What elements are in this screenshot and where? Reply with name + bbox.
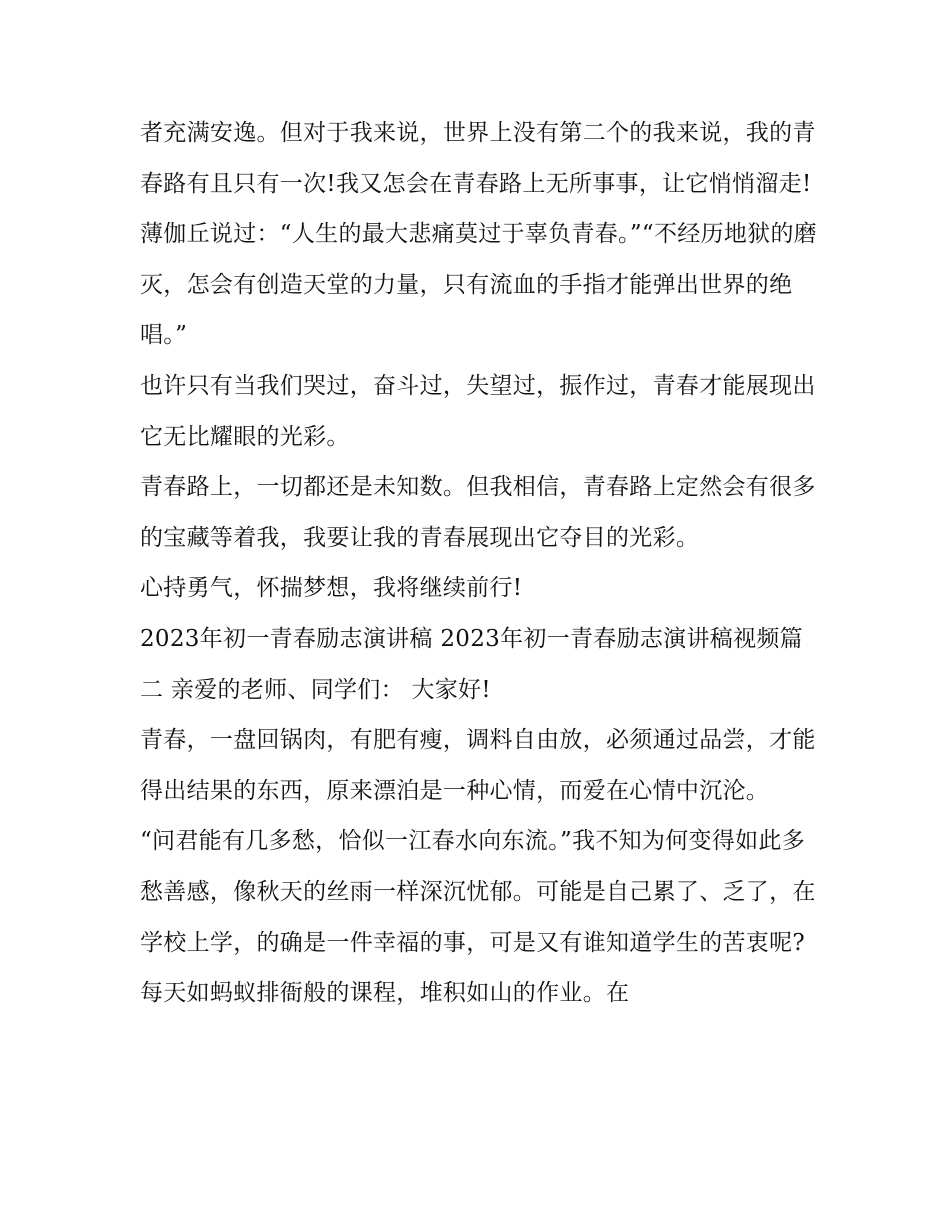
- paragraph: 薄伽丘说过：“人生的最大悲痛莫过于辜负青春。”“不经历地狱的磨灭，怎会有创造天堂的力量，只有流血的手指才能弹出世界的绝唱。”: [140, 221, 818, 349]
- paragraph: 青春，一盘回锅肉，有肥有瘦，调料自由放，必须通过品尝，才能得出结果的东西，原来漂泊是一种心情，而爱在心情中沉沦。: [140, 727, 816, 804]
- paragraph: 者充满安逸。但对于我来说，世界上没有第二个的我来说，我的青春路有且只有一次!我又怎会在青春路上无所事事，让它悄悄溜走!: [140, 120, 816, 197]
- paragraph: “问君能有几多愁，恰似一江春水向东流。”我不知为何变得如此多愁善感，像秋天的丝雨一样深沉忧郁。可能是自己累了、乏了，在学校上学，的确是一件幸福的事，可是又有谁知道学生的苦衷呢?每天如蚂蚁排衙般的课程，堆积如山的作业。在: [140, 828, 816, 1007]
- paragraph: 青春路上，一切都还是未知数。但我相信，青春路上定然会有很多的宝藏等着我，我要让我的青春展现出它夺目的光彩。: [140, 474, 816, 551]
- paragraph: 2023年初一青春励志演讲稿 2023年初一青春励志演讲稿视频篇二 亲爱的老师、同学们： 大家好!: [140, 625, 803, 703]
- document-body: [140, 108, 820, 1019]
- paragraph: 也许只有当我们哭过，奋斗过，失望过，振作过，青春才能展现出它无比耀眼的光彩。: [140, 372, 816, 450]
- paragraph: 心持勇气，怀揣梦想，我将继续前行!: [140, 575, 523, 602]
